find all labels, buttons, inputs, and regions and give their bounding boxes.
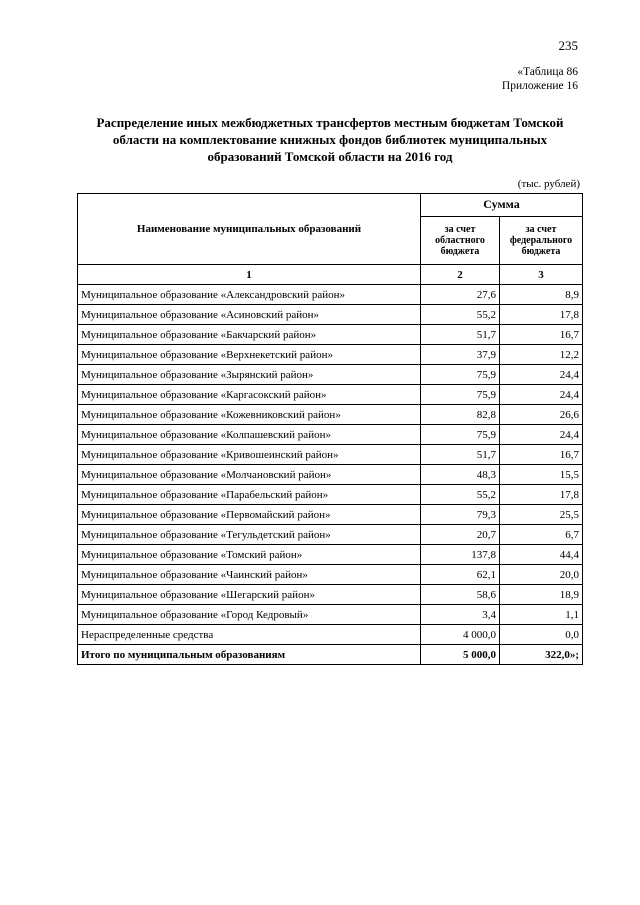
- table-row: [78, 345, 583, 365]
- cell-name: Муниципальное образование «Бакчарский район»: [78, 325, 421, 345]
- table-row: [78, 305, 583, 325]
- table-row: [78, 525, 583, 545]
- annex-reference: Приложение 16: [501, 80, 578, 92]
- table-row: [78, 485, 583, 505]
- cell-federal: 17,8: [500, 485, 583, 505]
- cell-federal: 1,1: [500, 605, 583, 625]
- cell-regional: 51,7: [421, 325, 500, 345]
- cell-federal: 15,5: [500, 465, 583, 485]
- column-number-2: 2: [421, 265, 500, 285]
- cell-federal: 12,2: [500, 345, 583, 365]
- total-row: [78, 645, 583, 665]
- table-reference: «Таблица 86: [517, 66, 578, 78]
- cell-regional: 75,9: [421, 365, 500, 385]
- cell-federal: 0,0: [500, 625, 583, 645]
- cell-regional: 75,9: [421, 425, 500, 445]
- column-number-1: 1: [78, 265, 421, 285]
- unit-label: (тыс. рублей): [517, 178, 580, 190]
- cell-federal: 17,8: [500, 305, 583, 325]
- table-row: [78, 365, 583, 385]
- cell-federal: 25,5: [500, 505, 583, 525]
- column-header-sum: Сумма: [421, 194, 583, 217]
- distribution-table: [77, 193, 583, 665]
- total-name: Итого по муниципальным образованиям: [78, 645, 421, 665]
- table-row: [78, 325, 583, 345]
- table-row: [78, 405, 583, 425]
- cell-federal: 44,4: [500, 545, 583, 565]
- appendix-header: [502, 65, 578, 93]
- table-row: [78, 465, 583, 485]
- cell-federal: 6,7: [500, 525, 583, 545]
- cell-regional: 20,7: [421, 525, 500, 545]
- cell-regional: 37,9: [421, 345, 500, 365]
- cell-name: Муниципальное образование «Александровский район»: [78, 285, 421, 305]
- cell-regional: 48,3: [421, 465, 500, 485]
- cell-regional: 55,2: [421, 485, 500, 505]
- table-row: [78, 425, 583, 445]
- cell-name: Муниципальное образование «Парабельский район»: [78, 485, 421, 505]
- cell-federal: 8,9: [500, 285, 583, 305]
- cell-federal: 20,0: [500, 565, 583, 585]
- cell-federal: 16,7: [500, 445, 583, 465]
- cell-name: Муниципальное образование «Кривошеинский район»: [78, 445, 421, 465]
- document-title: Распределение иных межбюджетных трансфертов местным бюджетам Томской области на комплектование книжных фондов библиотек муниципальных образований Томской области на 2016 год: [96, 115, 564, 164]
- cell-federal: 18,9: [500, 585, 583, 605]
- cell-name: Муниципальное образование «Тегульдетский район»: [78, 525, 421, 545]
- page-number: 235: [558, 38, 578, 53]
- cell-regional: 82,8: [421, 405, 500, 425]
- table-row: [78, 285, 583, 305]
- cell-regional: 55,2: [421, 305, 500, 325]
- cell-name: Нераспределенные средства: [78, 625, 421, 645]
- cell-regional: 4 000,0: [421, 625, 500, 645]
- cell-name: Муниципальное образование «Зырянский район»: [78, 365, 421, 385]
- cell-name: Муниципальное образование «Чаинский район»: [78, 565, 421, 585]
- cell-name: Муниципальное образование «Каргасокский район»: [78, 385, 421, 405]
- cell-name: Муниципальное образование «Первомайский район»: [78, 505, 421, 525]
- cell-federal: 24,4: [500, 425, 583, 445]
- table-row: [78, 505, 583, 525]
- cell-federal: 26,6: [500, 405, 583, 425]
- closing-quote: »;: [569, 648, 580, 661]
- total-federal: [500, 645, 583, 665]
- cell-federal: 24,4: [500, 385, 583, 405]
- cell-regional: 3,4: [421, 605, 500, 625]
- table-row: [78, 585, 583, 605]
- column-number-3: 3: [500, 265, 583, 285]
- table-row: [78, 445, 583, 465]
- table-row: [78, 605, 583, 625]
- cell-federal: 16,7: [500, 325, 583, 345]
- cell-name: Муниципальное образование «Шегарский район»: [78, 585, 421, 605]
- cell-name: Муниципальное образование «Асиновский район»: [78, 305, 421, 325]
- cell-regional: 75,9: [421, 385, 500, 405]
- cell-regional: 27,6: [421, 285, 500, 305]
- cell-name: Муниципальное образование «Колпашевский район»: [78, 425, 421, 445]
- table-row: [78, 625, 583, 645]
- total-regional: 5 000,0: [421, 645, 500, 665]
- cell-name: Муниципальное образование «Молчановский район»: [78, 465, 421, 485]
- total-federal-value: 322,0: [545, 648, 570, 661]
- cell-name: Муниципальное образование «Томский район»: [78, 545, 421, 565]
- cell-name: Муниципальное образование «Верхнекетский район»: [78, 345, 421, 365]
- table-row: [78, 385, 583, 405]
- table-row: [78, 545, 583, 565]
- cell-federal: 24,4: [500, 365, 583, 385]
- column-header-regional: за счет областного бюджета: [421, 216, 500, 264]
- cell-regional: 79,3: [421, 505, 500, 525]
- cell-name: Муниципальное образование «Город Кедровый»: [78, 605, 421, 625]
- cell-regional: 51,7: [421, 445, 500, 465]
- column-header-name: Наименование муниципальных образований: [78, 194, 421, 265]
- cell-regional: 62,1: [421, 565, 500, 585]
- cell-name: Муниципальное образование «Кожевниковский район»: [78, 405, 421, 425]
- column-header-federal: за счет федерального бюджета: [500, 216, 583, 264]
- cell-regional: 58,6: [421, 585, 500, 605]
- cell-regional: 137,8: [421, 545, 500, 565]
- table-row: [78, 565, 583, 585]
